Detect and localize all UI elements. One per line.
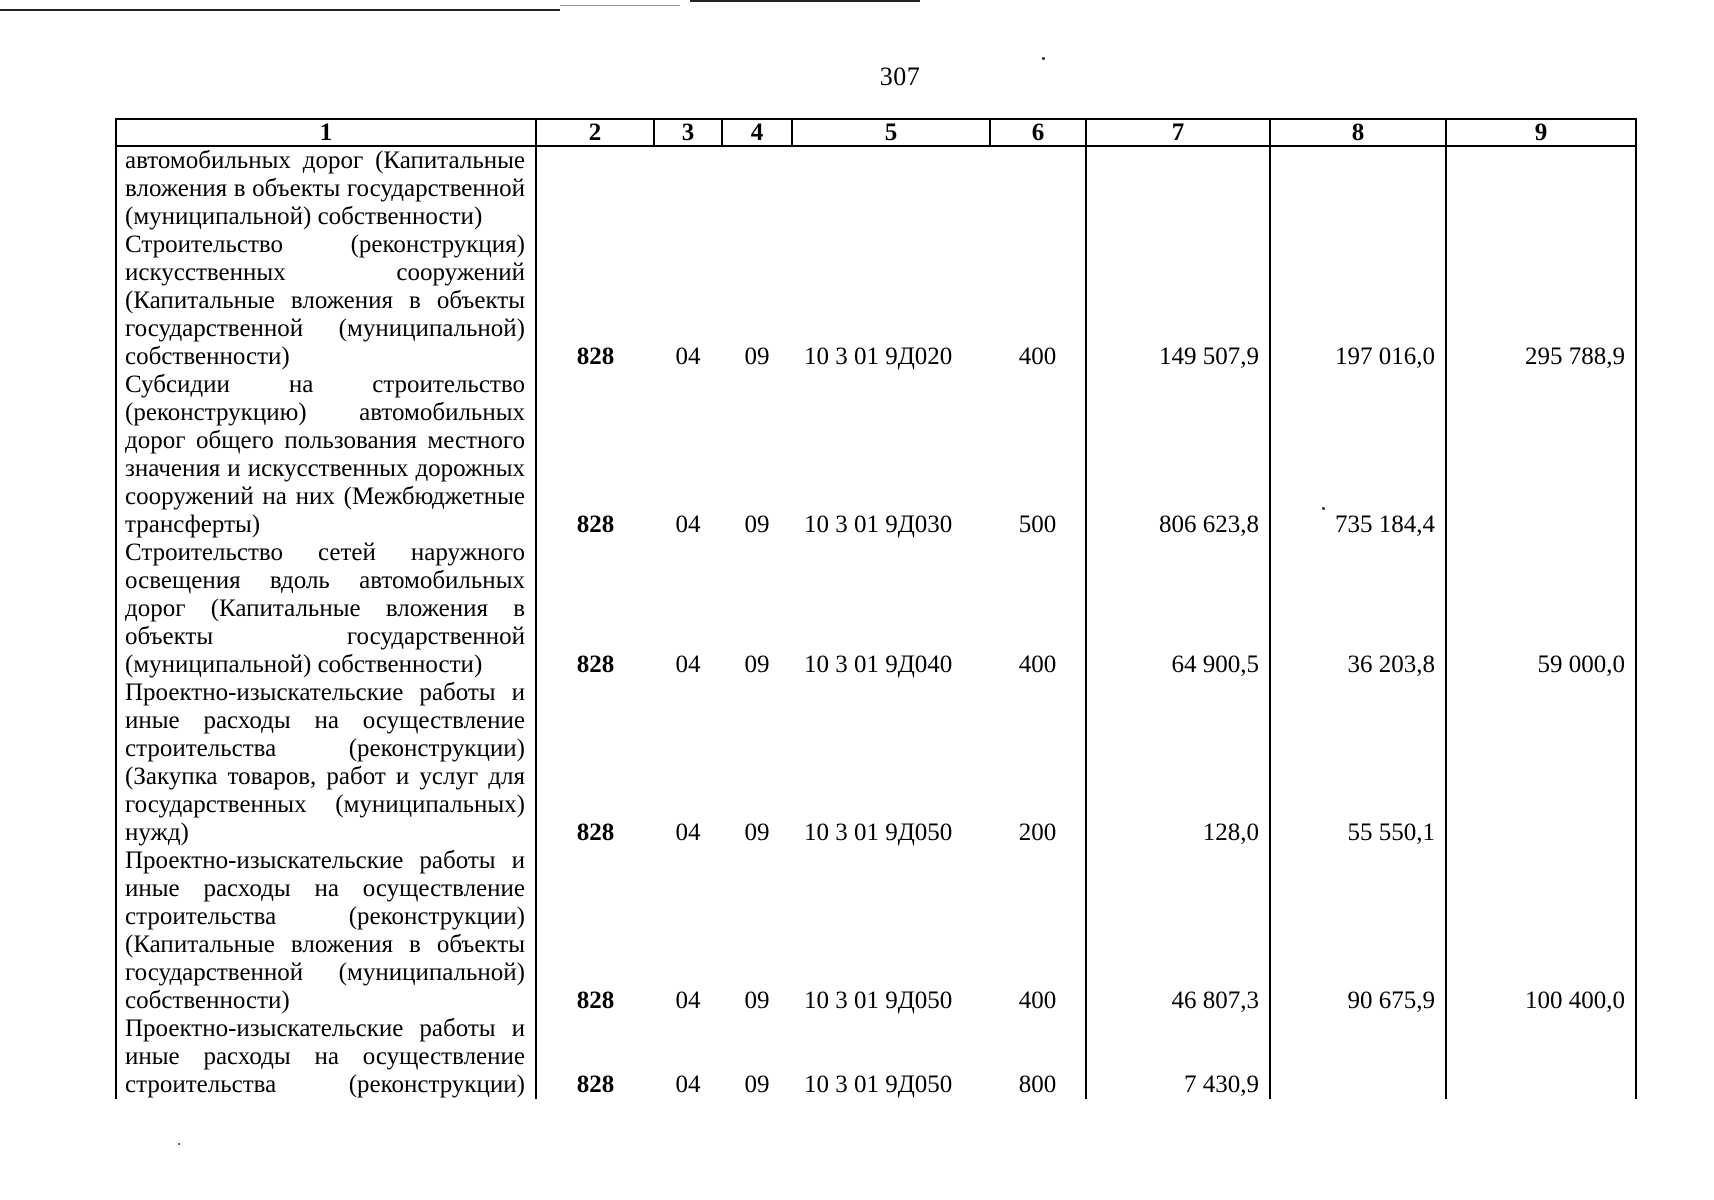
row-description: Строительство (реконструкция) искусственных сооружений (Капитальные вложения в объекты государственной (муниципальной) собственности) bbox=[116, 231, 536, 371]
row-expense-type: 400 bbox=[990, 231, 1086, 371]
row-value-col7: 64 900,5 bbox=[1086, 539, 1270, 679]
row-code: 828 bbox=[536, 679, 654, 847]
row-value-col8 bbox=[1270, 146, 1446, 231]
row-target-article: 10 3 01 9Д050 bbox=[804, 987, 953, 1014]
top-scan-rule-right bbox=[690, 0, 920, 2]
row-section: 04 bbox=[675, 987, 701, 1014]
row-description: Проектно-изыскательские работы и иные расходы на осуществление строительства (реконструкции) (Закупка товаров, работ и услуг для государственных (муниципальных) нужд) bbox=[116, 679, 536, 847]
top-scan-rule bbox=[0, 9, 560, 11]
table-row bbox=[116, 146, 1636, 231]
row-target-article: 10 3 01 9Д050 bbox=[804, 819, 953, 846]
row-value-col8: 55 550,1 bbox=[1270, 679, 1446, 847]
row-target-article: 10 3 01 9Д050 bbox=[804, 1071, 953, 1098]
row-value-col8: 36 203,8 bbox=[1270, 539, 1446, 679]
table-row bbox=[116, 847, 1636, 1015]
header-row bbox=[116, 119, 1636, 146]
row-section: 04 bbox=[675, 343, 701, 370]
top-scan-rule-faint bbox=[560, 5, 680, 6]
table-row bbox=[116, 231, 1636, 371]
row-code: 828 bbox=[536, 231, 654, 371]
row-value-col7: 149 507,9 bbox=[1086, 231, 1270, 371]
row-section: 04 bbox=[675, 1071, 701, 1098]
row-subsection: 09 bbox=[744, 1071, 770, 1098]
row-code: 828 bbox=[536, 371, 654, 539]
column-header: 6 bbox=[990, 119, 1086, 146]
row-code: 828 bbox=[536, 847, 654, 1015]
row-code: 828 bbox=[536, 1015, 654, 1099]
column-header: 7 bbox=[1086, 119, 1270, 146]
table-row bbox=[116, 371, 1636, 539]
row-value-col9 bbox=[1446, 679, 1636, 847]
row-subsection: 09 bbox=[744, 819, 770, 846]
row-value-col8: 197 016,0 bbox=[1270, 231, 1446, 371]
row-target-article bbox=[792, 146, 990, 231]
row-description: Проектно-изыскательские работы и иные расходы на осуществление строительства (реконструкции) (Капитальные вложения в объекты государственной (муниципальной) собственности) bbox=[116, 847, 536, 1015]
row-section: 04 bbox=[675, 511, 701, 538]
row-value-col8: 90 675,9 bbox=[1270, 847, 1446, 1015]
row-value-col7: 7 430,9 bbox=[1086, 1015, 1270, 1099]
row-expense-type: 200 bbox=[990, 679, 1086, 847]
row-description: Строительство сетей наружного освещения вдоль автомобильных дорог (Капитальные вложения в объекты государственной (муниципальной) собственности) bbox=[116, 539, 536, 679]
row-code bbox=[536, 146, 654, 231]
row-value-col9 bbox=[1446, 146, 1636, 231]
row-expense-type bbox=[990, 146, 1086, 231]
row-subsection: 09 bbox=[744, 343, 770, 370]
row-expense-type: 400 bbox=[990, 539, 1086, 679]
column-header: 8 bbox=[1270, 119, 1446, 146]
budget-table bbox=[115, 118, 1637, 1099]
row-expense-type: 400 bbox=[990, 847, 1086, 1015]
scan-speck bbox=[1042, 57, 1045, 60]
row-value-col9: 100 400,0 bbox=[1446, 847, 1636, 1015]
table-row bbox=[116, 1015, 1636, 1099]
table-row bbox=[116, 679, 1636, 847]
row-value-col7: 128,0 bbox=[1086, 679, 1270, 847]
row-value-col8: 735 184,4 bbox=[1270, 371, 1446, 539]
column-header: 4 bbox=[722, 119, 792, 146]
row-subsection: 09 bbox=[744, 987, 770, 1014]
column-header: 9 bbox=[1446, 119, 1636, 146]
row-description: Проектно-изыскательские работы и иные расходы на осуществление строительства (реконструкции) bbox=[116, 1015, 536, 1099]
row-target-article: 10 3 01 9Д020 bbox=[804, 343, 953, 370]
column-header: 1 bbox=[116, 119, 536, 146]
row-section: 04 bbox=[675, 819, 701, 846]
row-target-article: 10 3 01 9Д030 bbox=[804, 511, 953, 538]
row-value-col9: 59 000,0 bbox=[1446, 539, 1636, 679]
column-header: 3 bbox=[654, 119, 722, 146]
table-row bbox=[116, 539, 1636, 679]
row-description: автомобильных дорог (Капитальные вложения в объекты государственной (муниципальной) собственности) bbox=[116, 146, 536, 231]
row-value-col7: 806 623,8 bbox=[1086, 371, 1270, 539]
row-section bbox=[654, 146, 722, 231]
row-subsection bbox=[722, 146, 792, 231]
row-code: 828 bbox=[536, 539, 654, 679]
row-value-col7 bbox=[1086, 146, 1270, 231]
row-target-article: 10 3 01 9Д040 bbox=[804, 651, 953, 678]
row-value-col9: 295 788,9 bbox=[1446, 231, 1636, 371]
row-description: Субсидии на строительство (реконструкцию) автомобильных дорог общего пользования местного значения и искусственных дорожных сооружений на них (Межбюджетные трансферты) bbox=[116, 371, 536, 539]
column-header: 2 bbox=[536, 119, 654, 146]
row-value-col7: 46 807,3 bbox=[1086, 847, 1270, 1015]
row-section: 04 bbox=[675, 651, 701, 678]
row-subsection: 09 bbox=[744, 511, 770, 538]
row-expense-type: 800 bbox=[990, 1015, 1086, 1099]
row-value-col9 bbox=[1446, 1015, 1636, 1099]
scan-speck bbox=[178, 1143, 180, 1145]
row-value-col8 bbox=[1270, 1015, 1446, 1099]
page-number: 307 bbox=[879, 62, 921, 91]
row-expense-type: 500 bbox=[990, 371, 1086, 539]
row-value-col9 bbox=[1446, 371, 1636, 539]
column-header: 5 bbox=[792, 119, 990, 146]
row-subsection: 09 bbox=[744, 651, 770, 678]
